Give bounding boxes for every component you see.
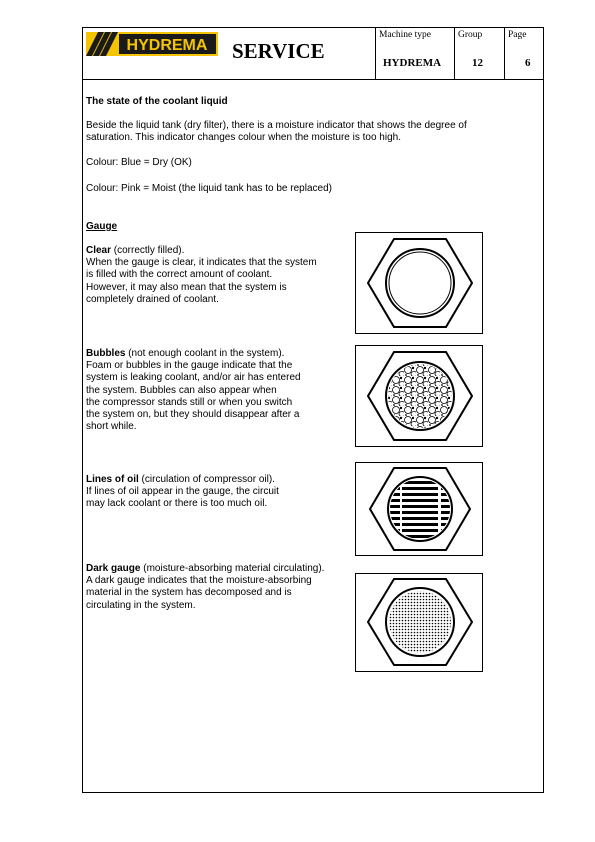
group-value: 12: [472, 57, 483, 69]
gauge-bubbles-title: Bubbles (not enough coolant in the system).: [86, 348, 285, 359]
intro-paragraph: Beside the liquid tank (dry filter), there is a moisture indicator that shows the degree of saturation. This indicator changes colour when the moisture is too high.: [86, 120, 467, 144]
page-number: 6: [525, 57, 531, 69]
gauge-dark-title: Dark gauge (moisture-absorbing material circulating).: [86, 563, 325, 574]
gauge-heading: Gauge: [86, 221, 118, 232]
page-label: Page: [508, 30, 527, 40]
page-cell: [504, 28, 545, 79]
group-cell: [454, 28, 504, 79]
gauge-clear-title: Clear (correctly filled).: [86, 245, 185, 256]
gauge-clear-body: When the gauge is clear, it indicates that the system is filled with the correct amount of coolant. However, it may also mean that the system is completely drained of coolant.: [86, 257, 317, 305]
machine-type-label: Machine type: [379, 30, 431, 40]
group-label: Group: [458, 30, 483, 40]
gauge-dark-body: A dark gauge indicates that the moisture-absorbing material in the system has decomposed and is circulating in the system.: [86, 575, 312, 611]
gauge-oil-title: Lines of oil (circulation of compressor oil).: [86, 474, 275, 485]
section-heading: The state of the coolant liquid: [86, 96, 228, 107]
machine-type-value: HYDREMA: [383, 57, 442, 69]
colour-dry-text: Colour: Blue = Dry (OK): [86, 157, 192, 168]
gauge-bubbles-illustration: [355, 345, 483, 447]
gauge-bubbles-body: Foam or bubbles in the gauge indicate that the system is leaking coolant, and/or air has entered the system. Bubbles can also appear when the compressor stands still or when you switch the system on, but they should disappear after a short while.: [86, 360, 301, 433]
gauge-dark-illustration: [355, 573, 483, 672]
colour-moist-text: Colour: Pink = Moist (the liquid tank has to be replaced): [86, 183, 332, 194]
gauge-oil-body: If lines of oil appear in the gauge, the circuit may lack coolant or there is too much oil.: [86, 486, 279, 510]
gauge-clear-illustration: [355, 232, 483, 334]
page-title: SERVICE: [232, 39, 325, 63]
gauge-oil-illustration: [355, 462, 483, 556]
page-header: [82, 27, 544, 80]
machine-type-cell: [375, 28, 454, 79]
svg-text:HYDREMA: HYDREMA: [126, 37, 208, 54]
hydrema-logo: [86, 32, 218, 56]
